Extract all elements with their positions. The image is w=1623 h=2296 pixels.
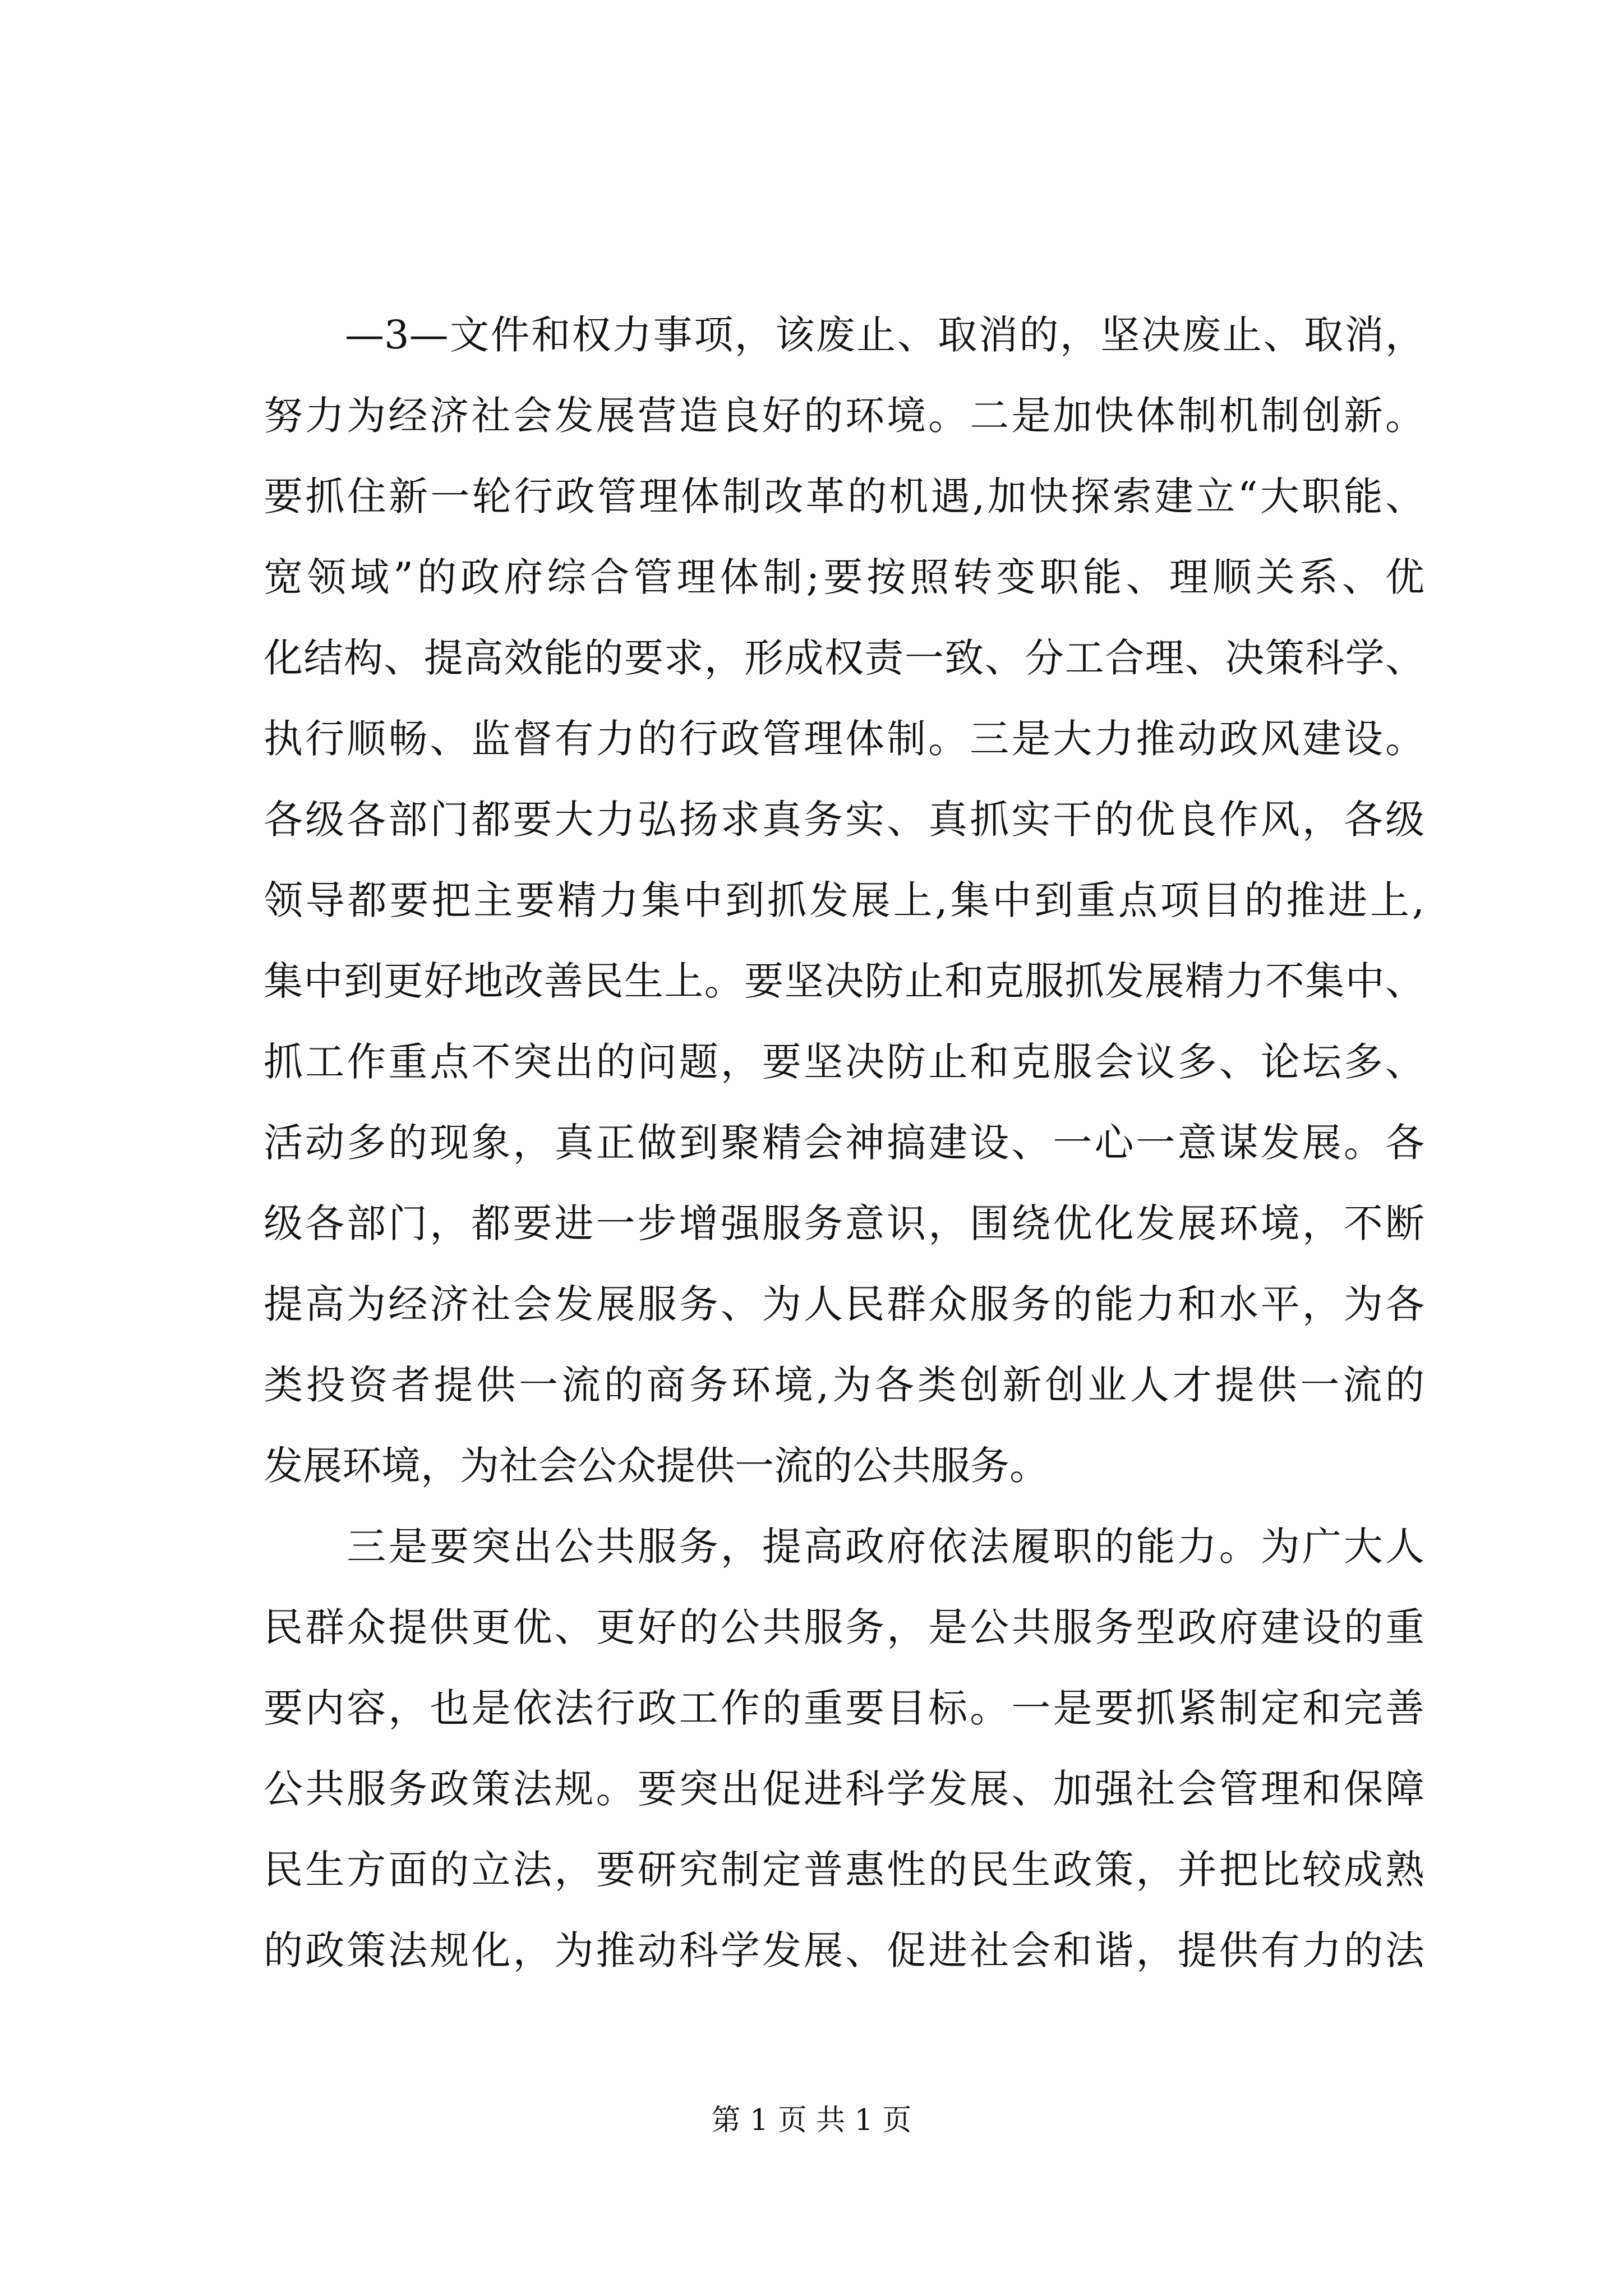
text-line: 宽领域”的政府综合管理体制;要按照转变职能、理顺关系、优 (264, 554, 1424, 600)
text-line: 三是要突出公共服务，提高政府依法履职的能力。为广大人 (264, 1524, 1424, 1570)
text-line: 发展环境，为社会公众提供一流的公共服务。 (264, 1443, 1049, 1489)
text-line: 努力为经济社会发展营造良好的环境。二是加快体制机制创新。 (264, 393, 1424, 439)
text-line: 抓工作重点不突出的问题，要坚决防止和克服会议多、论坛多、 (264, 1039, 1424, 1085)
text-line: 要内容，也是依法行政工作的重要目标。一是要抓紧制定和完善 (264, 1685, 1424, 1731)
text-line: 的政策法规化，为推动科学发展、促进社会和谐，提供有力的法 (264, 1927, 1424, 1973)
document-body (264, 295, 1424, 1991)
text-line: 领导都要把主要精力集中到抓发展上,集中到重点项目的推进上, (264, 877, 1424, 923)
text-line: 执行顺畅、监督有力的行政管理体制。三是大力推动政风建设。 (264, 716, 1424, 762)
text-line: 活动多的现象，真正做到聚精会神搞建设、一心一意谋发展。各 (264, 1120, 1424, 1166)
text-line: 级各部门，都要进一步增强服务意识，围绕优化发展环境，不断 (264, 1200, 1424, 1246)
text-line: 公共服务政策法规。要突出促进科学发展、加强社会管理和保障 (264, 1766, 1424, 1812)
text-line: 要抓住新一轮行政管理体制改革的机遇,加快探索建立“大职能、 (264, 473, 1424, 519)
text-line: 类投资者提供一流的商务环境,为各类创新创业人才提供一流的 (264, 1362, 1424, 1408)
text-line: 各级各部门都要大力弘扬求真务实、真抓实干的优良作风，各级 (264, 797, 1424, 843)
text-line: 民生方面的立法，要研究制定普惠性的民生政策，并把比较成熟 (264, 1847, 1424, 1893)
text-line: 民群众提供更优、更好的公共服务，是公共服务型政府建设的重 (264, 1604, 1424, 1650)
text-line: —3—文件和权力事项，该废止、取消的，坚决废止、取消， (264, 312, 1424, 358)
page-number-label: 第 1 页 共 1 页 (711, 2104, 912, 2137)
text-line: 化结构、提高效能的要求，形成权责一致、分工合理、决策科学、 (264, 635, 1424, 681)
text-line: 集中到更好地改善民生上。要坚决防止和克服抓发展精力不集中、 (264, 958, 1424, 1004)
page-footer (0, 2101, 1623, 2140)
text-line: 提高为经济社会发展服务、为人民群众服务的能力和水平，为各 (264, 1281, 1424, 1327)
